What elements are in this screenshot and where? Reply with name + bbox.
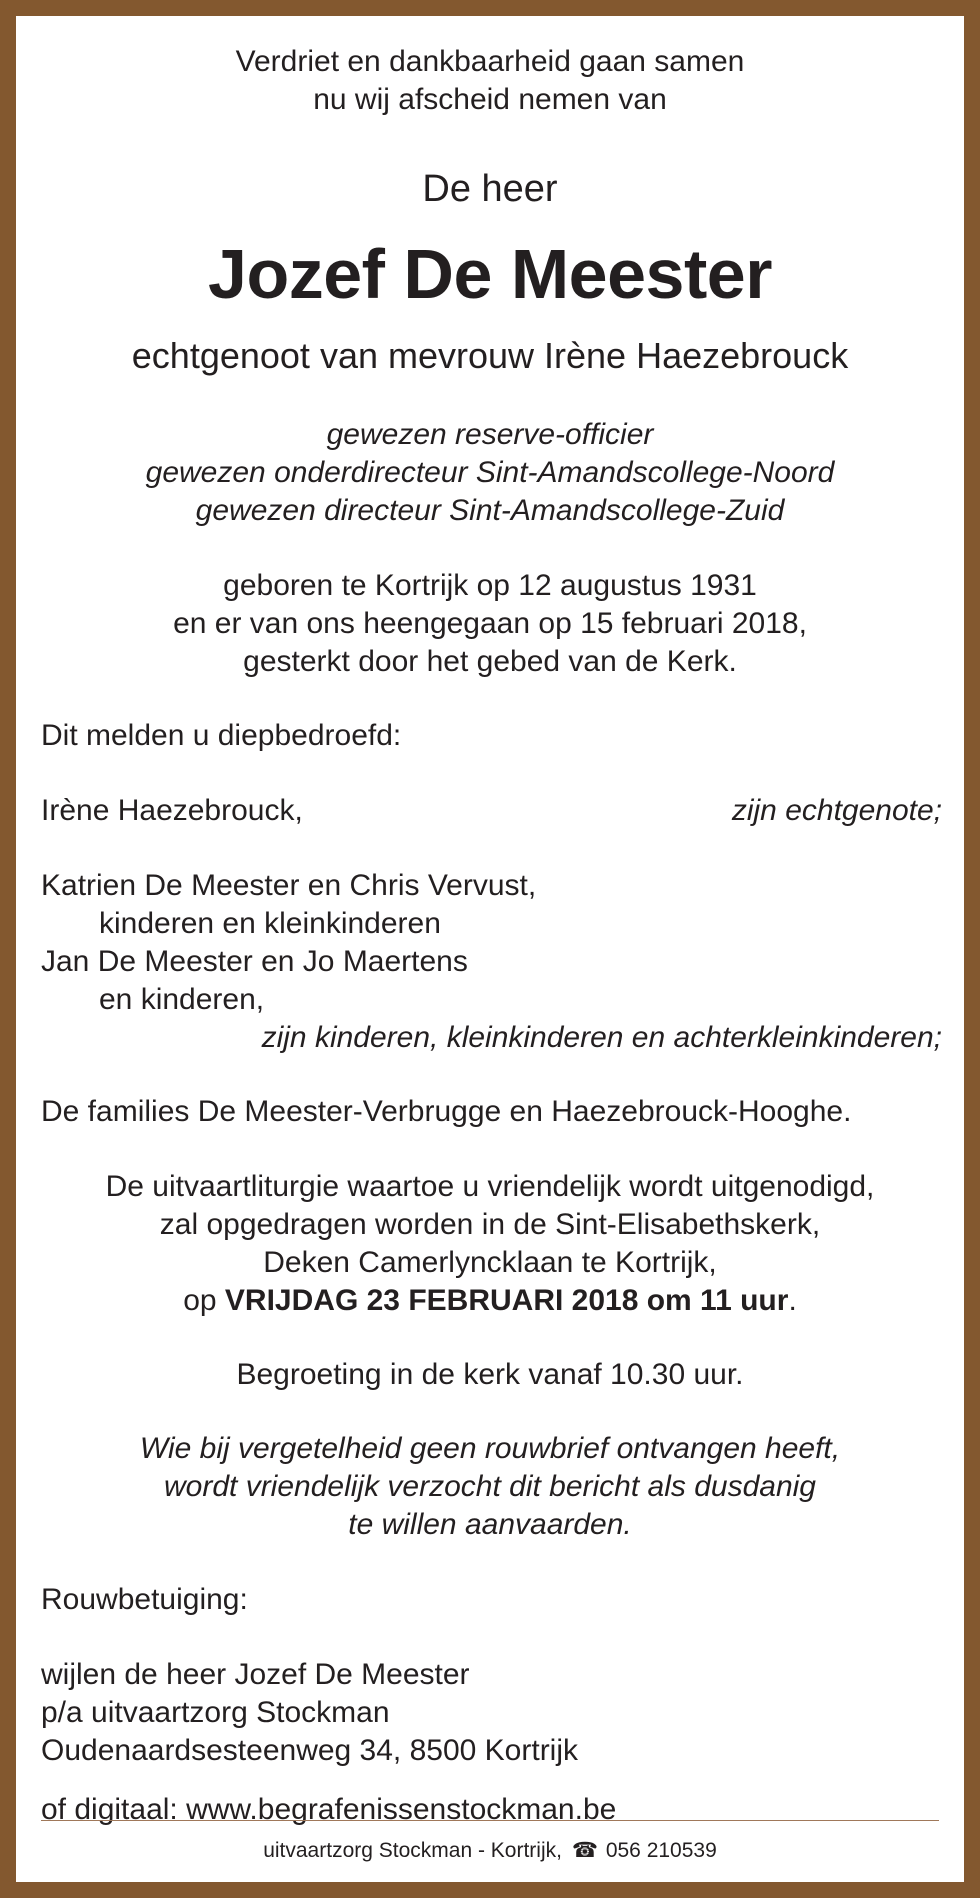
- notice-line-3: te willen aanvaarden.: [348, 1508, 632, 1541]
- title-line-2: gewezen onderdirecteur Sint-Amandscollege-Noord: [145, 456, 835, 489]
- spouse-entry-name: Irène Haezebrouck,: [41, 794, 303, 827]
- title-line-3: gewezen directeur Sint-Amandscollege-Zuid: [195, 494, 785, 527]
- life-line-3: gesterkt door het gebed van de Kerk.: [243, 645, 737, 678]
- children-line-2: kinderen en kleinkinderen: [99, 907, 441, 940]
- liturgy-date-suffix: .: [788, 1284, 797, 1317]
- footer-phone: 056 210539: [605, 1839, 717, 1862]
- phone-icon: ☎: [571, 1839, 598, 1862]
- life-line-1: geboren te Kortrijk op 12 augustus 1931: [223, 569, 757, 602]
- liturgy-date-line: [16, 1282, 964, 1320]
- spouse-entry: [16, 792, 964, 830]
- obituary-card: [16, 16, 964, 1882]
- footer-text: uitvaartzorg Stockman - Kortrijk,: [263, 1839, 562, 1862]
- condolence-label: Rouwbetuiging:: [41, 1583, 248, 1616]
- footer: [16, 1837, 964, 1865]
- announce-line: Dit melden u diepbedroefd:: [41, 719, 402, 752]
- liturgy-line-2: zal opgedragen worden in de Sint-Elisabethskerk,: [159, 1208, 821, 1241]
- notice-line-2: wordt vriendelijk verzocht dit bericht als dusdanig: [164, 1470, 816, 1503]
- address-line-2: p/a uitvaartzorg Stockman: [41, 1696, 390, 1729]
- liturgy-line-1: De uitvaartliturgie waartoe u vriendelijk wordt uitgenodigd,: [105, 1170, 875, 1203]
- address-line-3: Oudenaardsesteenweg 34, 8500 Kortrijk: [41, 1734, 579, 1767]
- children-line-4: en kinderen,: [99, 983, 265, 1016]
- spouse-entry-relation: zijn echtgenote;: [731, 794, 942, 827]
- children-line-3: Jan De Meester en Jo Maertens: [41, 945, 468, 978]
- children-relation-text: zijn kinderen, kleinkinderen en achterkleinkinderen;: [261, 1021, 942, 1054]
- intro-line-2: nu wij afscheid nemen van: [313, 83, 667, 116]
- life-line-2: en er van ons heengegaan op 15 februari 2018,: [173, 607, 807, 640]
- children-line-1: Katrien De Meester en Chris Vervust,: [41, 869, 537, 902]
- liturgy-date: VRIJDAG 23 FEBRUARI 2018 om 11 uur: [224, 1284, 789, 1317]
- footer-divider: [41, 1820, 939, 1821]
- families-line: De families De Meester-Verbrugge en Haezebrouck-Hooghe.: [41, 1095, 852, 1128]
- liturgy-date-prefix: op: [183, 1284, 225, 1317]
- greeting-line: Begroeting in de kerk vanaf 10.30 uur.: [236, 1358, 744, 1391]
- deceased-name: Jozef De Meester: [208, 235, 772, 313]
- notice-line-1: Wie bij vergetelheid geen rouwbrief ontvangen heeft,: [139, 1432, 841, 1465]
- intro-line-1: Verdriet en dankbaarheid gaan samen: [235, 45, 745, 78]
- spouse-line: echtgenoot van mevrouw Irène Haezebrouck: [131, 335, 849, 376]
- address-line-1: wijlen de heer Jozef De Meester: [41, 1658, 470, 1691]
- title-line-1: gewezen reserve-officier: [326, 418, 654, 451]
- salutation: De heer: [422, 168, 558, 210]
- digital-line: of digitaal: www.begrafenissenstockman.be: [41, 1793, 617, 1826]
- liturgy-line-3: Deken Camerlyncklaan te Kortrijk,: [263, 1246, 717, 1279]
